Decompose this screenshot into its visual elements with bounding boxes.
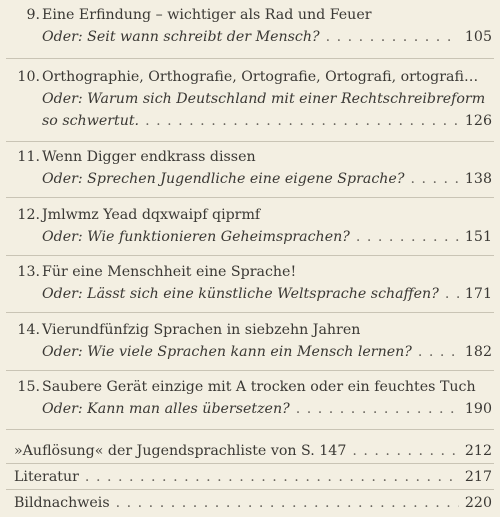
dot-leader [145,110,459,132]
dot-leader [410,168,458,190]
chapter-subtitle: Oder: Seit wann schreibt der Mensch? [42,29,320,45]
chapter-number: 14. [17,322,40,338]
page-number: 138 [464,171,492,187]
divider [6,463,494,464]
divider [6,312,494,313]
dot-leader [356,226,459,248]
divider [6,429,494,430]
chapter-number: 11. [17,149,40,165]
toc-entry-10[interactable] [0,66,500,132]
chapter-subtitle: Oder: Wie funktionieren Geheimsprachen? [42,229,350,245]
chapter-title: Saubere Gerät einzige mit A trocken oder ein feuchtes Tuch [42,379,476,395]
chapter-number: 13. [17,264,40,280]
chapter-subtitle: Oder: Lässt sich eine künstliche Weltsprache schaffen? [42,286,439,302]
chapter-subtitle: Oder: Wie viele Sprachen kann ein Mensch lernen? [42,344,412,360]
chapter-subtitle: Oder: Sprechen Jugendliche eine eigene Sprache? [42,171,405,187]
toc-entry-9[interactable] [0,4,500,48]
dot-leader [85,466,459,488]
divider [6,489,494,490]
toc-entry-11[interactable] [0,146,500,190]
chapter-number: 12. [17,207,40,223]
dot-leader [116,492,459,514]
appendix-title: »Auflösung« der Jugendsprachliste von S. 147 [14,443,347,459]
chapter-subtitle-cont: so schwertut. [42,113,140,129]
divider [6,255,494,256]
toc-entry-14[interactable] [0,319,500,363]
page-number: 126 [464,113,492,129]
appendix-title: Literatur [14,469,79,485]
toc-entry-15[interactable] [0,376,500,420]
divider [6,197,494,198]
chapter-number: 9. [26,7,40,23]
divider [6,58,494,59]
toc-appendix-solution[interactable] [0,440,500,462]
toc-entry-13[interactable] [0,261,500,305]
page-number: 220 [464,495,492,511]
chapter-number: 10. [17,69,40,85]
page-number: 190 [464,401,492,417]
page-number: 217 [464,469,492,485]
page-number: 182 [464,344,492,360]
page-number: 105 [464,29,492,45]
toc-entry-12[interactable] [0,204,500,248]
chapter-title: Wenn Digger endkrass dissen [42,149,256,165]
divider [6,370,494,371]
chapter-title: Eine Erfindung – wichtiger als Rad und Feuer [42,7,372,23]
chapter-number: 15. [17,379,40,395]
chapter-title: Jmlwmz Yead dqxwaipf qiprmf [42,207,261,223]
chapter-title: Orthographie, Orthografie, Ortografie, Ortografi, ortografi… [42,69,479,85]
dot-leader [445,283,459,305]
chapter-subtitle: Oder: Kann man alles übersetzen? [42,401,290,417]
divider [6,141,494,142]
toc-appendix-picture-credits[interactable] [0,492,500,514]
appendix-title: Bildnachweis [14,495,110,511]
toc-appendix-literature[interactable] [0,466,500,488]
chapter-subtitle: Oder: Warum sich Deutschland mit einer Rechtschreibreform [42,91,486,107]
page-number: 212 [464,443,492,459]
chapter-title: Vierundfünfzig Sprachen in siebzehn Jahren [42,322,361,338]
dot-leader [326,26,459,48]
page-number: 151 [464,229,492,245]
dot-leader [352,440,459,462]
dot-leader [418,341,459,363]
dot-leader [296,398,459,420]
page-number: 171 [464,286,492,302]
chapter-title: Für eine Menschheit eine Sprache! [42,264,297,280]
